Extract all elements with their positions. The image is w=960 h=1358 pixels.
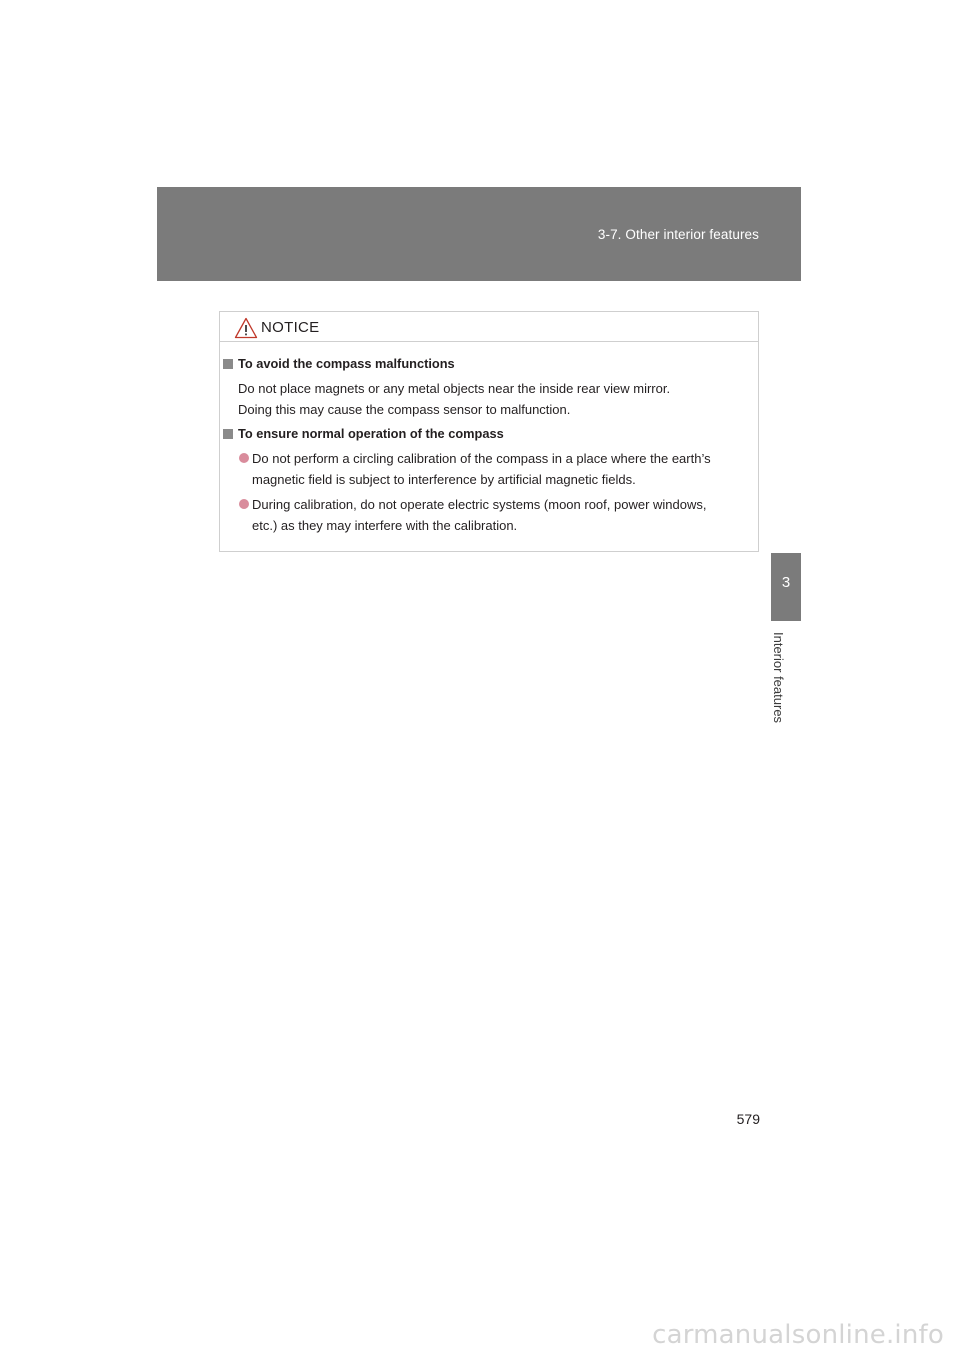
- bullet-line: magnetic field is subject to interference by artificial magnetic fields.: [252, 472, 636, 487]
- warning-triangle-icon: [234, 317, 258, 339]
- bullet-item: [220, 494, 758, 536]
- bullet-item: [220, 448, 758, 490]
- circle-bullet-icon: [239, 453, 249, 463]
- watermark: [0, 1318, 960, 1358]
- chapter-tab: [771, 553, 801, 621]
- bullet-line: Do not perform a circling calibration of the compass in a place where the earth’s: [252, 451, 711, 466]
- paragraph-line: Doing this may cause the compass sensor to malfunction.: [238, 402, 571, 417]
- section-title: 3-7. Other interior features: [597, 227, 759, 242]
- watermark-text: carmanualsonline.info: [652, 1320, 944, 1350]
- chapter-label: Interior features: [771, 632, 786, 724]
- section-heading: [220, 355, 758, 373]
- section-heading: [220, 425, 758, 443]
- circle-bullet-icon: [239, 499, 249, 509]
- notice-body: [220, 342, 758, 536]
- section-heading-text: To ensure normal operation of the compass: [238, 426, 504, 441]
- bullet-line: etc.) as they may interfere with the calibration.: [252, 518, 518, 533]
- bullet-line: During calibration, do not operate electric systems (moon roof, power windows,: [252, 497, 707, 512]
- notice-section-2: [220, 425, 758, 536]
- notice-box: [219, 311, 759, 552]
- paragraph-line: Do not place magnets or any metal objects near the inside rear view mirror.: [238, 381, 671, 396]
- notice-title: NOTICE: [261, 319, 320, 336]
- section-heading-text: To avoid the compass malfunctions: [238, 356, 455, 371]
- chapter-number: 3: [781, 574, 791, 591]
- square-bullet-icon: [223, 429, 233, 439]
- page-number: 579: [736, 1111, 760, 1127]
- square-bullet-icon: [223, 359, 233, 369]
- section-paragraph: [220, 378, 758, 420]
- notice-header: [220, 312, 758, 342]
- notice-section-1: [220, 355, 758, 420]
- header-band: [157, 187, 801, 281]
